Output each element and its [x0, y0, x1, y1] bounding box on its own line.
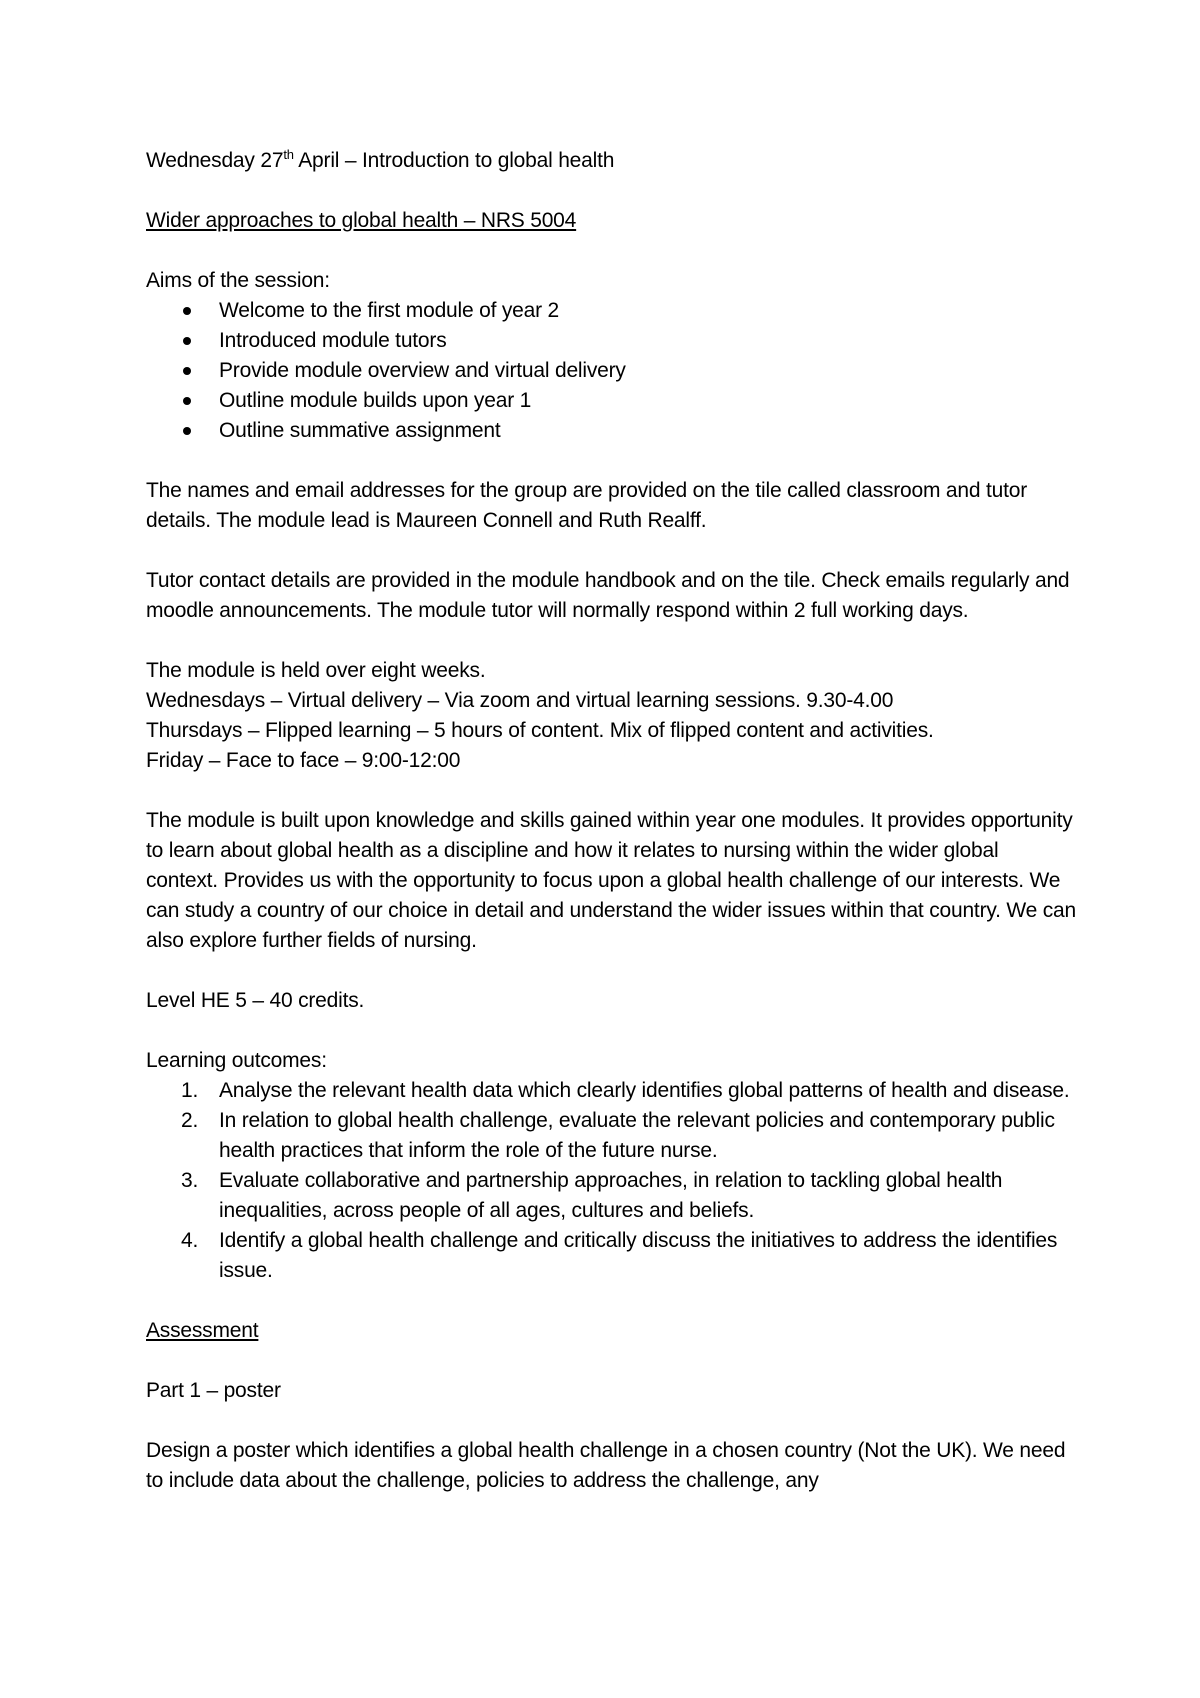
- outcomes-label: Learning outcomes:: [146, 1049, 327, 1072]
- list-item: Provide module overview and virtual delivery: [219, 356, 1076, 386]
- module-title: [146, 206, 1076, 236]
- list-number: 1.: [181, 1079, 199, 1102]
- list-item-text: Analyse the relevant health data which clearly identifies global patterns of health and disease.: [219, 1079, 1070, 1102]
- assessment-heading-text: Assessment: [146, 1319, 259, 1342]
- list-item-text: Evaluate collaborative and partnership approaches, in relation to tackling global health inequalities, across people of all ages, cultures and beliefs.: [219, 1169, 1003, 1222]
- design-paragraph: Design a poster which identifies a global health challenge in a chosen country (Not the UK). We need to include data about the challenge, policies to address the challenge, any: [146, 1439, 1066, 1492]
- list-item: [181, 1166, 1076, 1226]
- list-item: Introduced module tutors: [219, 326, 1076, 356]
- schedule-thursdays: Thursdays – Flipped learning – 5 hours of content. Mix of flipped content and activities.: [146, 719, 934, 742]
- schedule-intro: The module is held over eight weeks.: [146, 659, 486, 682]
- list-item: Outline module builds upon year 1: [219, 386, 1076, 416]
- list-item-text: Identify a global health challenge and critically discuss the initiatives to address the identifies issue.: [219, 1229, 1058, 1282]
- list-number: 3.: [181, 1169, 199, 1192]
- assessment-heading: [146, 1316, 1076, 1346]
- list-item: Welcome to the first module of year 2: [219, 296, 1076, 326]
- names-paragraph: The names and email addresses for the group are provided on the tile called classroom and tutor details. The module lead is Maureen Connell and Ruth Realff.: [146, 479, 1028, 532]
- aims-label: Aims of the session:: [146, 269, 330, 292]
- outcomes-list: [146, 1076, 1076, 1286]
- level-paragraph: Level HE 5 – 40 credits.: [146, 989, 365, 1012]
- list-number: 2.: [181, 1109, 199, 1132]
- list-item: Outline summative assignment: [219, 416, 1076, 446]
- list-item-text: In relation to global health challenge, evaluate the relevant policies and contemporary public health practices that inform the role of the future nurse.: [219, 1109, 1055, 1162]
- schedule-friday: Friday – Face to face – 9:00-12:00: [146, 749, 461, 772]
- list-item: [181, 1076, 1076, 1106]
- list-item: [181, 1226, 1076, 1286]
- schedule-wednesdays: Wednesdays – Virtual delivery – Via zoom and virtual learning sessions. 9.30-4.00: [146, 689, 894, 712]
- document-body: [146, 146, 1076, 1496]
- list-number: 4.: [181, 1229, 199, 1252]
- aims-list: [146, 296, 1076, 446]
- contact-paragraph: Tutor contact details are provided in the module handbook and on the tile. Check emails regularly and moodle announcements. The module tutor will normally respond within 2 full working days.: [146, 569, 1070, 622]
- page-heading: Wednesday 27th April – Introduction to global health: [146, 147, 615, 172]
- part1-heading: Part 1 – poster: [146, 1379, 281, 1402]
- list-item: [181, 1106, 1076, 1166]
- module-built-paragraph: The module is built upon knowledge and skills gained within year one modules. It provides opportunity to learn about global health as a discipline and how it relates to nursing within the wider global context. Provides us with the opportunity to focus upon a global health challenge of our interests. We can study a country of our choice in detail and understand the wider issues within that country. We can also explore further fields of nursing.: [146, 809, 1076, 952]
- module-title-text: Wider approaches to global health – NRS 5004: [146, 209, 577, 232]
- heading-superscript: th: [283, 147, 294, 162]
